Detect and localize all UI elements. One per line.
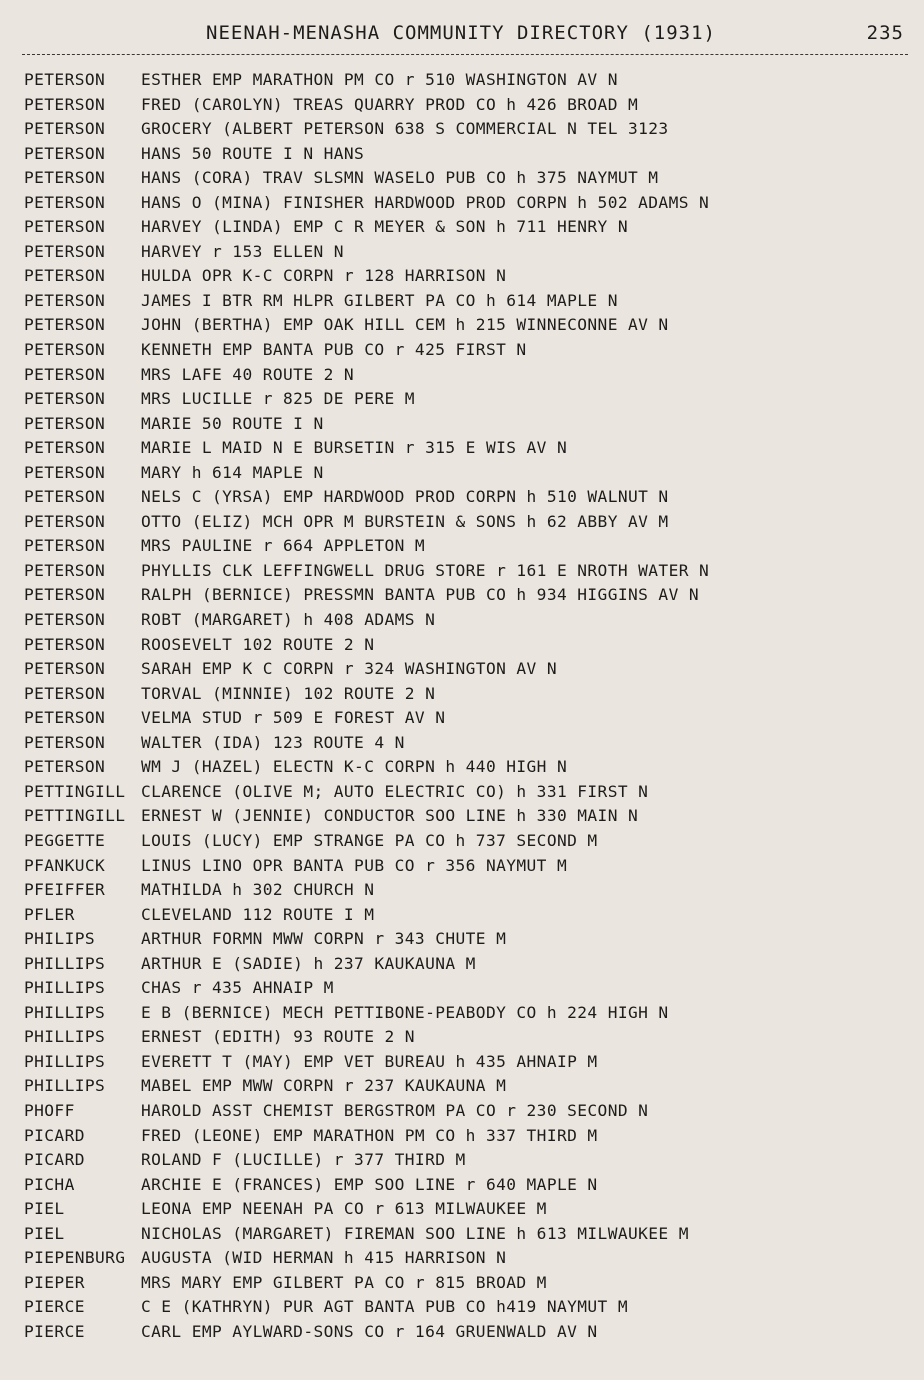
directory-entry xyxy=(24,510,904,535)
page-number: 235 xyxy=(866,22,904,44)
entry-details: ARCHIE E (FRANCES) EMP SOO LINE r 640 MAPLE N xyxy=(141,1174,598,1194)
directory-entry xyxy=(24,264,904,289)
entry-details: HANS 50 ROUTE I N HANS xyxy=(141,143,365,163)
entry-details: FRED (CAROLYN) TREAS QUARRY PROD CO h 426 BROAD M xyxy=(141,94,639,114)
entry-surname: PETERSON xyxy=(24,315,106,335)
entry-surname: PIEL xyxy=(24,1199,65,1219)
entry-surname: PETERSON xyxy=(24,266,106,286)
directory-entry xyxy=(24,1124,904,1149)
entry-surname: PETERSON xyxy=(24,732,106,752)
entry-details: LEONA EMP NEENAH PA CO r 613 MILWAUKEE M xyxy=(141,1199,547,1219)
directory-entry xyxy=(24,633,904,658)
entry-surname: PETERSON xyxy=(24,340,106,360)
entry-details: JAMES I BTR RM HLPR GILBERT PA CO h 614 MAPLE N xyxy=(141,290,618,310)
entry-surname: PETERSON xyxy=(24,487,106,507)
directory-entry xyxy=(24,731,904,756)
directory-entry xyxy=(24,412,904,437)
directory-entry xyxy=(24,780,904,805)
entry-surname: PETERSON xyxy=(24,413,106,433)
entry-details: E B (BERNICE) MECH PETTIBONE-PEABODY CO h 224 HIGH N xyxy=(141,1002,669,1022)
entry-surname: PETERSON xyxy=(24,364,106,384)
entry-details: ARTHUR E (SADIE) h 237 KAUKAUNA M xyxy=(141,953,476,973)
entry-surname: PHILLIPS xyxy=(24,953,106,973)
entry-details: JOHN (BERTHA) EMP OAK HILL CEM h 215 WINNECONNE AV N xyxy=(141,315,669,335)
entry-details: MARIE 50 ROUTE I N xyxy=(141,413,324,433)
entry-surname: PHILLIPS xyxy=(24,1076,106,1096)
entry-details: MRS LUCILLE r 825 DE PERE M xyxy=(141,389,415,409)
entry-surname: PHILLIPS xyxy=(24,1002,106,1022)
entry-surname: PETERSON xyxy=(24,94,106,114)
directory-entry xyxy=(24,387,904,412)
entry-surname: PEGGETTE xyxy=(24,830,106,850)
entry-surname: PETERSON xyxy=(24,119,106,139)
entry-surname: PFEIFFER xyxy=(24,880,106,900)
entry-details: CARL EMP AYLWARD-SONS CO r 164 GRUENWALD AV N xyxy=(141,1321,598,1341)
entry-details: ERNEST W (JENNIE) CONDUCTOR SOO LINE h 330 MAIN N xyxy=(141,806,639,826)
entry-surname: PHOFF xyxy=(24,1100,75,1120)
directory-entry xyxy=(24,583,904,608)
directory-entry xyxy=(24,755,904,780)
entry-surname: PETERSON xyxy=(24,290,106,310)
entry-details: AUGUSTA (WID HERMAN h 415 HARRISON N xyxy=(141,1248,507,1268)
entry-surname: PETERSON xyxy=(24,536,106,556)
entry-surname: PETERSON xyxy=(24,634,106,654)
directory-entry xyxy=(24,436,904,461)
directory-entry xyxy=(24,1222,904,1247)
entry-surname: PETERSON xyxy=(24,70,106,89)
directory-entry xyxy=(24,461,904,486)
entry-details: FRED (LEONE) EMP MARATHON PM CO h 337 THIRD M xyxy=(141,1125,598,1145)
directory-entry xyxy=(24,804,904,829)
entry-surname: PETERSON xyxy=(24,708,106,728)
entry-details: HARVEY (LINDA) EMP C R MEYER & SON h 711 HENRY N xyxy=(141,217,628,237)
entry-surname: PIEL xyxy=(24,1223,65,1243)
directory-entry xyxy=(24,93,904,118)
entry-details: ROLAND F (LUCILLE) r 377 THIRD M xyxy=(141,1150,466,1170)
directory-entry xyxy=(24,313,904,338)
directory-entry xyxy=(24,1050,904,1075)
entry-details: C E (KATHRYN) PUR AGT BANTA PUB CO h419 NAYMUT M xyxy=(141,1297,628,1317)
entry-details: EVERETT T (MAY) EMP VET BUREAU h 435 AHNAIP M xyxy=(141,1051,598,1071)
directory-entry xyxy=(24,976,904,1001)
entry-details: ROOSEVELT 102 ROUTE 2 N xyxy=(141,634,375,654)
entry-details: RALPH (BERNICE) PRESSMN BANTA PUB CO h 934 HIGGINS AV N xyxy=(141,585,700,605)
directory-entry xyxy=(24,68,904,93)
directory-entry xyxy=(24,191,904,216)
entry-details: LOUIS (LUCY) EMP STRANGE PA CO h 737 SECOND M xyxy=(141,830,598,850)
entry-surname: PETERSON xyxy=(24,610,106,630)
entry-surname: PETTINGILL xyxy=(24,781,126,801)
directory-entry xyxy=(24,166,904,191)
entry-surname: PHILIPS xyxy=(24,929,96,949)
entry-details: TORVAL (MINNIE) 102 ROUTE 2 N xyxy=(141,683,436,703)
directory-entry xyxy=(24,682,904,707)
entry-surname: PICARD xyxy=(24,1150,85,1170)
header-rule xyxy=(22,54,908,55)
directory-entry xyxy=(24,608,904,633)
entry-surname: PETERSON xyxy=(24,389,106,409)
directory-entry xyxy=(24,952,904,977)
entry-surname: PIEPER xyxy=(24,1272,85,1292)
entry-surname: PETERSON xyxy=(24,683,106,703)
entry-details: CLARENCE (OLIVE M; AUTO ELECTRIC CO) h 331 FIRST N xyxy=(141,781,649,801)
directory-entry xyxy=(24,903,904,928)
entry-details: CLEVELAND 112 ROUTE I M xyxy=(141,904,375,924)
entry-surname: PETERSON xyxy=(24,143,106,163)
entry-surname: PETTINGILL xyxy=(24,806,126,826)
entry-surname: PICARD xyxy=(24,1125,85,1145)
directory-entry xyxy=(24,1074,904,1099)
entry-details: KENNETH EMP BANTA PUB CO r 425 FIRST N xyxy=(141,340,527,360)
entry-details: NICHOLAS (MARGARET) FIREMAN SOO LINE h 613 MILWAUKEE M xyxy=(141,1223,689,1243)
entry-surname: PETERSON xyxy=(24,511,106,531)
directory-entry xyxy=(24,1148,904,1173)
entry-surname: PIERCE xyxy=(24,1297,85,1317)
entry-details: GROCERY (ALBERT PETERSON 638 S COMMERCIAL N TEL 3123 xyxy=(141,119,669,139)
directory-entry xyxy=(24,1295,904,1320)
entry-surname: PHILLIPS xyxy=(24,1051,106,1071)
entry-surname: PETERSON xyxy=(24,438,106,458)
directory-listing xyxy=(24,68,904,1344)
entry-details: MARY h 614 MAPLE N xyxy=(141,462,324,482)
directory-entry xyxy=(24,240,904,265)
entry-details: VELMA STUD r 509 E FOREST AV N xyxy=(141,708,446,728)
directory-entry xyxy=(24,657,904,682)
entry-details: LINUS LINO OPR BANTA PUB CO r 356 NAYMUT M xyxy=(141,855,568,875)
entry-surname: PHILLIPS xyxy=(24,978,106,998)
entry-details: MARIE L MAID N E BURSETIN r 315 E WIS AV N xyxy=(141,438,568,458)
entry-surname: PFLER xyxy=(24,904,75,924)
entry-details: ROBT (MARGARET) h 408 ADAMS N xyxy=(141,610,436,630)
entry-details: ARTHUR FORMN MWW CORPN r 343 CHUTE M xyxy=(141,929,507,949)
entry-surname: PETERSON xyxy=(24,192,106,212)
entry-details: OTTO (ELIZ) MCH OPR M BURSTEIN & SONS h 62 ABBY AV M xyxy=(141,511,669,531)
directory-entry xyxy=(24,1246,904,1271)
directory-entry xyxy=(24,338,904,363)
directory-entry xyxy=(24,289,904,314)
entry-details: MRS MARY EMP GILBERT PA CO r 815 BROAD M xyxy=(141,1272,547,1292)
entry-surname: PETERSON xyxy=(24,585,106,605)
entry-details: HAROLD ASST CHEMIST BERGSTROM PA CO r 230 SECOND N xyxy=(141,1100,649,1120)
directory-entry xyxy=(24,534,904,559)
entry-surname: PETERSON xyxy=(24,560,106,580)
entry-surname: PIERCE xyxy=(24,1321,85,1341)
entry-details: NELS C (YRSA) EMP HARDWOOD PROD CORPN h 510 WALNUT N xyxy=(141,487,669,507)
directory-entry xyxy=(24,1173,904,1198)
entry-details: SARAH EMP K C CORPN r 324 WASHINGTON AV N xyxy=(141,659,557,679)
directory-entry xyxy=(24,142,904,167)
directory-entry xyxy=(24,1001,904,1026)
directory-entry xyxy=(24,485,904,510)
entry-details: ERNEST (EDITH) 93 ROUTE 2 N xyxy=(141,1027,415,1047)
entry-details: PHYLLIS CLK LEFFINGWELL DRUG STORE r 161 E NROTH WATER N xyxy=(141,560,710,580)
entry-details: WM J (HAZEL) ELECTN K-C CORPN h 440 HIGH N xyxy=(141,757,568,777)
entry-details: HANS (CORA) TRAV SLSMN WASELO PUB CO h 375 NAYMUT M xyxy=(141,168,659,188)
directory-entry xyxy=(24,1271,904,1296)
entry-surname: PHILLIPS xyxy=(24,1027,106,1047)
entry-details: HARVEY r 153 ELLEN N xyxy=(141,241,344,261)
entry-details: MRS LAFE 40 ROUTE 2 N xyxy=(141,364,355,384)
entry-details: MATHILDA h 302 CHURCH N xyxy=(141,880,375,900)
directory-entry xyxy=(24,829,904,854)
directory-entry xyxy=(24,215,904,240)
entry-details: MABEL EMP MWW CORPN r 237 KAUKAUNA M xyxy=(141,1076,507,1096)
entry-details: HANS O (MINA) FINISHER HARDWOOD PROD CORPN h 502 ADAMS N xyxy=(141,192,710,212)
entry-details: ESTHER EMP MARATHON PM CO r 510 WASHINGTON AV N xyxy=(141,70,618,89)
entry-surname: PETERSON xyxy=(24,241,106,261)
directory-entry xyxy=(24,559,904,584)
directory-entry xyxy=(24,1320,904,1345)
directory-entry xyxy=(24,117,904,142)
entry-surname: PICHA xyxy=(24,1174,75,1194)
entry-surname: PETERSON xyxy=(24,659,106,679)
entry-details: CHAS r 435 AHNAIP M xyxy=(141,978,334,998)
directory-entry xyxy=(24,706,904,731)
directory-entry xyxy=(24,1099,904,1124)
directory-entry xyxy=(24,854,904,879)
page-header xyxy=(22,20,904,50)
directory-title: NEENAH-MENASHA COMMUNITY DIRECTORY (1931) xyxy=(206,22,716,44)
entry-surname: PETERSON xyxy=(24,462,106,482)
entry-details: WALTER (IDA) 123 ROUTE 4 N xyxy=(141,732,405,752)
entry-surname: PETERSON xyxy=(24,168,106,188)
directory-entry xyxy=(24,878,904,903)
entry-details: MRS PAULINE r 664 APPLETON M xyxy=(141,536,426,556)
directory-entry xyxy=(24,1025,904,1050)
directory-entry xyxy=(24,1197,904,1222)
entry-details: HULDA OPR K-C CORPN r 128 HARRISON N xyxy=(141,266,507,286)
directory-entry xyxy=(24,927,904,952)
directory-entry xyxy=(24,363,904,388)
entry-surname: PIEPENBURG xyxy=(24,1248,126,1268)
entry-surname: PETERSON xyxy=(24,757,106,777)
entry-surname: PFANKUCK xyxy=(24,855,106,875)
entry-surname: PETERSON xyxy=(24,217,106,237)
